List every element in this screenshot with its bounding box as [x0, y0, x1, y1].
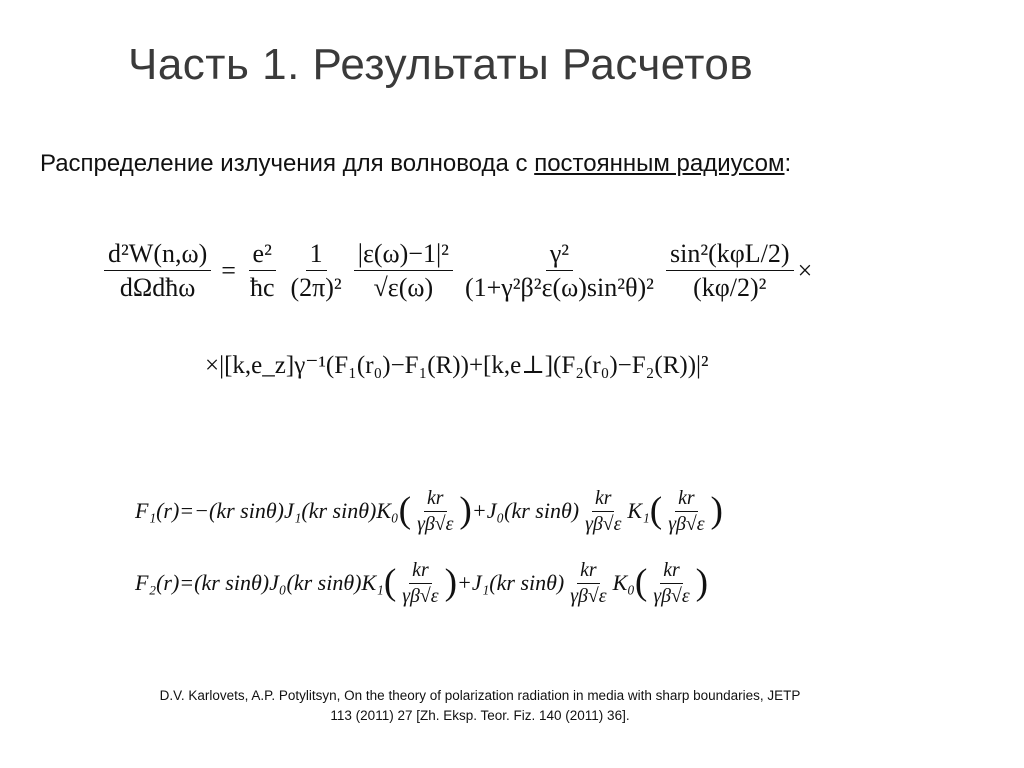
reference-citation [100, 686, 860, 726]
c3-numerator: |ε(ω)−1|² [354, 240, 453, 271]
frac-lhs [104, 240, 211, 302]
times-sign: × [797, 255, 813, 285]
f2-lhs: F₂(r)=(kr sinθ)J₀(kr sinθ)K₁ [135, 570, 384, 595]
equals-sign: = [221, 255, 236, 285]
c5-denominator: (kφ/2)² [693, 273, 767, 303]
slide-subtitle [40, 150, 791, 178]
formula-f1: F₁(r)=−(kr sinθ)J₁(kr sinθ)K₀ ( $\frac{kr}{\gamma\beta√\varepsilon}$ ) +J₀(kr sinθ) $\frac{kr}{\gamma\beta√\varepsilon}$ K₁ ( $\frac{kr}{\gamma\beta√\varepsilon}$ ) [135, 486, 723, 535]
c3-denominator: √ε(ω) [373, 273, 434, 303]
f1-arg2-den: γβ√ε [668, 512, 705, 535]
c4-numerator: γ² [546, 240, 573, 271]
c5-numerator: sin²(kφL/2) [666, 240, 794, 271]
subtitle-colon: : [784, 150, 792, 177]
f1-arg1-num: kr [424, 488, 446, 512]
c1-numerator: e² [249, 240, 276, 271]
f2-frac-num: kr [577, 560, 599, 584]
c2-numerator: 1 [306, 240, 327, 271]
f1-arg1-den: γβ√ε [417, 512, 454, 535]
f1-frac-den: γβ√ε [585, 512, 622, 535]
lhs-numerator: d²W(n,ω) [104, 240, 211, 271]
formula-main-line2: ×|[k,e_z]γ⁻¹(F₁(r₀)−F₁(R))+[k,e⊥](F₂(r₀)−F₂(R))|² [205, 352, 709, 379]
c4-denominator: (1+γ²β²ε(ω)sin²θ)² [464, 273, 654, 303]
formula-f2: F₂(r)=(kr sinθ)J₀(kr sinθ)K₁ ( $\frac{kr}{\gamma\beta√\varepsilon}$ ) +J₁(kr sinθ) $\frac{kr}{\gamma\beta√\varepsilon}$ K₀ ( $\frac{kr}{\gamma\beta√\varepsilon}$ ) [135, 558, 709, 607]
reference-line-2: 113 (2011) 27 [Zh. Eksp. Teor. Fiz. 140 (2011) 36]. [330, 708, 630, 723]
f2-arg1-den: γβ√ε [402, 584, 439, 607]
frac-1-2pi [286, 240, 345, 302]
reference-line-1: D.V. Karlovets, A.P. Potylitsyn, On the theory of polarization radiation in media with sharp boundaries, JETP [159, 688, 801, 703]
f1-frac-num: kr [592, 488, 614, 512]
f1-lhs: F₁(r)=−(kr sinθ)J₁(kr sinθ)K₀ [135, 498, 399, 523]
f2-frac-den: γβ√ε [570, 584, 607, 607]
frac-e2-hc [246, 240, 279, 302]
formula-f-definitions [135, 475, 723, 619]
c2-denominator: (2π)² [290, 273, 342, 303]
f2-mid: +J₁(kr sinθ) [457, 570, 565, 595]
subtitle-underlined: постоянным радиусом [534, 150, 785, 177]
slide-title: Часть 1. Результаты Расчетов [128, 40, 754, 89]
lhs-denominator: dΩdħω [119, 273, 196, 303]
subtitle-text: Распределение излучения для волновода с [40, 150, 535, 177]
frac-epsilon [354, 240, 453, 302]
f2-arg1-num: kr [409, 560, 431, 584]
f1-mid: +J₀(kr sinθ) [471, 498, 580, 523]
frac-sin [666, 240, 794, 302]
f1-k: K₁ [627, 498, 650, 523]
f2-arg2-num: kr [660, 560, 682, 584]
frac-gamma [461, 240, 658, 302]
f2-arg2-den: γβ√ε [653, 584, 690, 607]
f2-k: K₀ [612, 570, 635, 595]
formula-main-line1 [100, 240, 812, 302]
f1-arg2-num: kr [675, 488, 697, 512]
c1-denominator: ħc [249, 273, 275, 303]
